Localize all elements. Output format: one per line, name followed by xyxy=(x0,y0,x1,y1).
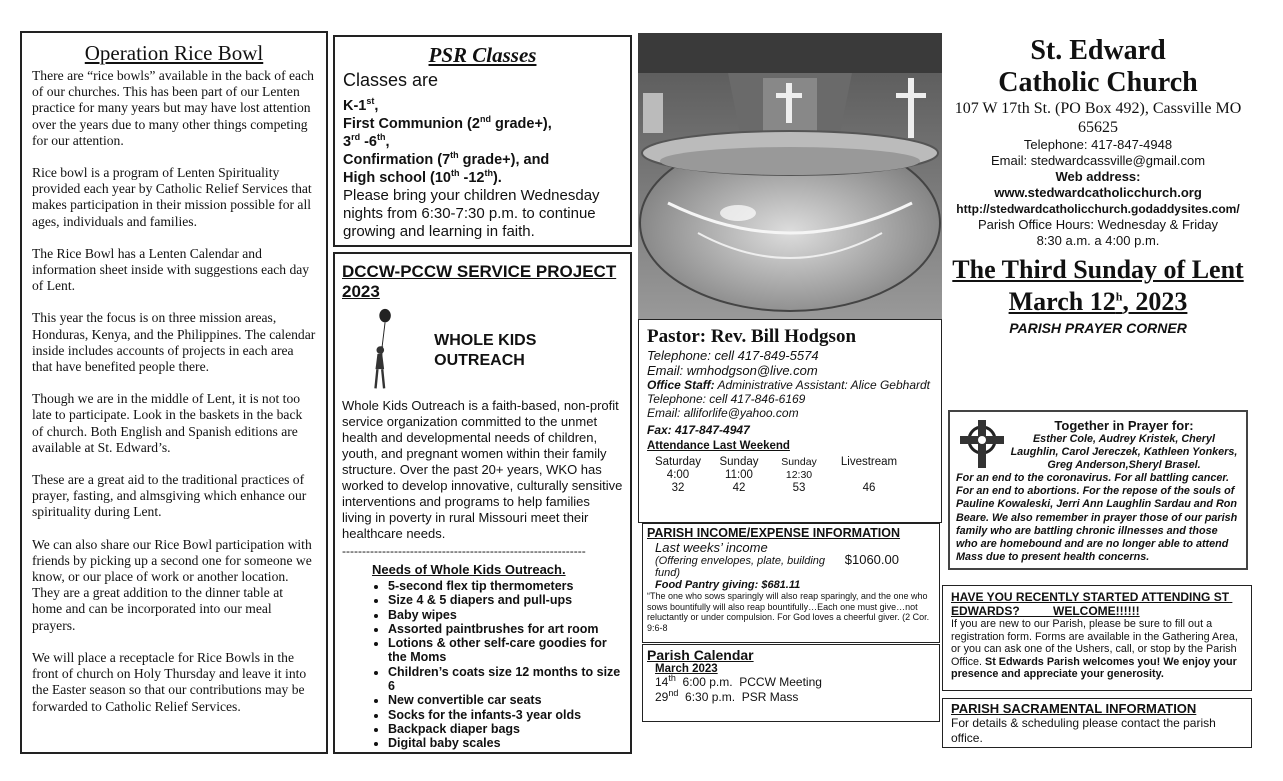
attendance-time xyxy=(829,469,909,482)
scripture-quote: “The one who sows sparingly will also reap sparingly, and the one who sows bountifully will also reap bountifully…Each one must give…not reluctantly or under compulsion. For God loves a cheerful giver. (2 Cor. 9:6-8 xyxy=(647,591,930,633)
church-name-line-2: Catholic Church xyxy=(998,67,1198,98)
list-item: • Size 4 & 5 diapers and pull-ups xyxy=(388,593,623,607)
attendance-count: 42 xyxy=(732,482,746,494)
prayer-corner-title: PARISH PRAYER CORNER xyxy=(1009,320,1187,336)
sacramental-section xyxy=(942,698,1252,748)
prayer-intentions: For an end to the coronavirus. For all battling cancer. For an end to abortions. For the repose of the souls of Pauline Kowaleski, Jerri Ann Laughlin Sardau and Ron Beare. We also remember in prayer those of our parish family who are battling chronic illnesses and those who are homebound and are no longer able to attend Mass due to present health concerns. xyxy=(956,472,1238,564)
income-row xyxy=(647,540,935,579)
sacramental-title: PARISH SACRAMENTAL INFORMATION xyxy=(951,701,1197,716)
psr-lead: Classes are xyxy=(343,70,439,90)
attendance-day: Sunday xyxy=(719,456,759,468)
prayer-section xyxy=(948,410,1248,570)
attendance-time: 11:00 xyxy=(725,469,753,481)
rice-bowl-title: Operation Rice Bowl xyxy=(84,41,264,65)
list-item: • Children’s coats size 12 months to size 6 xyxy=(388,665,623,694)
office-hours: Parish Office Hours: Wednesday & Friday xyxy=(977,217,1219,232)
liturgical-sunday: The Third Sunday of Lent xyxy=(952,255,1244,284)
web-address[interactable]: www.stedwardcatholicchurch.org xyxy=(994,185,1202,200)
attendance-day: Saturday xyxy=(654,456,702,468)
attendance-table xyxy=(647,456,933,495)
church-address: 107 W 17th St. (PO Box 492), Cassville MO 65625 xyxy=(954,100,1242,136)
office-staff: Office Staff: Administrative Assistant: Alice Gebhardt xyxy=(647,378,930,392)
dccw-section xyxy=(333,252,632,754)
prayer-top xyxy=(956,418,1240,472)
office-hours-times: 8:30 a.m. a 4:00 p.m. xyxy=(1036,233,1160,248)
income-section xyxy=(642,523,940,643)
bulletin-date: March 12$^h$, 2023 xyxy=(1008,287,1188,316)
welcome-body: If you are new to our Parish, please be sure to fill out a registration form. Forms are available in the Gathering Area, or you can ask one of the Ushers, call, or stop by the Parish Office. St Edwards Parish welcomes you! We enjoy your presence and appreciate your generosity. xyxy=(951,618,1238,680)
church-interior-photo xyxy=(638,33,942,319)
list-item: • Socks for the infants-3 year olds xyxy=(388,708,623,722)
wko-header xyxy=(342,306,623,396)
dccw-title: DCCW-PCCW SERVICE PROJECT 2023 xyxy=(342,262,617,301)
attendance-title: Attendance Last Weekend xyxy=(647,440,790,452)
divider: ------------------------------------------------------------- xyxy=(342,544,586,558)
church-email-link[interactable]: stedwardcassville@gmail.com xyxy=(1030,153,1206,168)
list-item: • Lotions & other self-care goodies for the Moms xyxy=(388,636,623,665)
prayer-names: Esther Cole, Audrey Kristek, Cheryl Laughlin, Carol Jereczek, Kathleen Yonkers, Greg Anderson,Sheryl Brasel. xyxy=(1010,433,1238,471)
rice-bowl-paragraph: We can also share our Rice Bowl participation with friends by picking up a second one for someone we know, or our place of work or another location. They are a great addition to the dinner table at home and can be incorporated into our meal prayers. xyxy=(32,536,312,633)
psr-class-first-communion: First Communion (2nd grade+), xyxy=(343,114,552,132)
attendance-count: 46 xyxy=(862,482,876,494)
welcome-title: HAVE YOU RECENTLY STARTED ATTENDING ST EDWARDS? WELCOME!!!!!! xyxy=(951,590,1233,618)
psr-class-high-school: High school (10th -12th). xyxy=(343,168,502,186)
attendance-count: 32 xyxy=(671,482,685,494)
web-address-2[interactable]: http://stedwardcatholicchurch.godaddysites.com/ xyxy=(956,202,1240,216)
sacramental-body: For details & scheduling please contact the parish office. xyxy=(951,716,1216,745)
pastor-title: Pastor: Rev. Bill Hodgson xyxy=(647,326,857,347)
psr-note: Please bring your children Wednesday nights from 6:30-7:30 p.m. to continue growing and learning in faith. xyxy=(343,187,600,240)
wko-title: WHOLE KIDS OUTREACH xyxy=(434,332,537,369)
rice-bowl-section xyxy=(20,31,328,754)
calendar-event: 14th 6:00 p.m. PCCW Meeting xyxy=(655,673,822,689)
calendar-event: 29nd 6:30 p.m. PSR Mass xyxy=(655,688,799,704)
church-name: St. Edward xyxy=(1030,35,1166,66)
rice-bowl-paragraph: This year the focus is on three mission areas, Honduras, Kenya, and the Philippines. The calendar inside includes accounts of projects in each area that have benefited people there. xyxy=(32,310,316,375)
celtic-cross-icon xyxy=(956,418,1008,470)
calendar-month: March 2023 xyxy=(655,663,718,675)
psr-title: PSR Classes xyxy=(428,43,537,67)
web-label: Web address: xyxy=(1055,169,1141,184)
attendance-time: 12:30 xyxy=(785,469,813,481)
psr-class-3-6: 3rd -6th, xyxy=(343,132,390,150)
psr-classes-section xyxy=(333,35,632,247)
income-label: Last weeks’ income xyxy=(655,540,768,555)
needs-title: Needs of Whole Kids Outreach. xyxy=(372,562,566,577)
church-header xyxy=(948,35,1248,413)
attendance-day: Livestream xyxy=(840,456,898,468)
rice-bowl-paragraph: We will place a receptacle for Rice Bowls in the front of church on Holy Thursday and leave it into the Easter season so that our contributions may be forwarded to Catholic Relief Services. xyxy=(32,649,307,714)
fax: Fax: 417-847-4947 xyxy=(647,423,750,437)
rice-bowl-paragraph: There are “rice bowls” available in the back of each of our churches. This has been part of our Lenten practice for many years but may have lost attention over the years due to many other things competing for our attention. xyxy=(32,68,314,148)
rice-bowl-paragraph: Rice bowl is a program of Lenten Spirituality provided each year by Catholic Relief Services that makes participation in their mission possible for all ages, individuals and families. xyxy=(32,165,312,229)
staff-email-row: Email: alliforlife@yahoo.com xyxy=(647,406,799,420)
staff-telephone: Telephone: cell 417-846-6169 xyxy=(647,392,806,406)
prayer-title: Together in Prayer for: xyxy=(1054,418,1194,433)
rice-bowl-paragraph: The Rice Bowl has a Lenten Calendar and information sheet inside with suggestions each day of Lent. xyxy=(32,245,310,294)
attendance-day: Sunday xyxy=(781,456,817,468)
wko-description: Whole Kids Outreach is a faith-based, non-profit service organization committed to the unmet health and developmental needs of children, youth, and pregnant women within their family structure. Over the past 20+ years, WKO has worked to develop innovative, culturally sensitive interventions and programs to help families living in poverty in rural Missouri meet their healthcare needs. xyxy=(342,398,623,541)
attendance-time: 4:00 xyxy=(666,469,690,481)
welcome-section xyxy=(942,585,1252,691)
child-with-balloon-icon xyxy=(342,306,428,396)
rice-bowl-paragraph: Though we are in the middle of Lent, it is not too late to participate. Look in the baskets in the back of church. Both English and Spanish editions are available at St. Edward’s. xyxy=(32,391,303,455)
food-pantry: Food Pantry giving: $681.11 xyxy=(655,579,801,591)
calendar-title: Parish Calendar xyxy=(647,647,754,663)
attendance-count: 53 xyxy=(792,482,806,494)
pastor-telephone: Telephone: cell 417-849-5574 xyxy=(647,348,819,363)
psr-class-k1: K-1st, xyxy=(343,96,379,114)
pastor-section xyxy=(638,319,942,523)
psr-class-confirmation: Confirmation (7th grade+), and xyxy=(343,150,550,168)
income-sublabel: (Offering envelopes, plate, building fund) xyxy=(655,555,825,579)
income-title: PARISH INCOME/EXPENSE INFORMATION xyxy=(647,526,901,540)
church-email-row: Email: stedwardcassville@gmail.com xyxy=(990,153,1206,168)
church-telephone: Telephone: 417-847-4948 xyxy=(1023,137,1173,152)
needs-list xyxy=(342,579,623,751)
income-amount: $1060.00 xyxy=(844,552,899,567)
calendar-section xyxy=(642,644,940,722)
list-item: • Backpack diaper bags xyxy=(388,722,623,736)
list-item: • New convertible car seats xyxy=(388,693,623,707)
pastor-email-row: Email: wmhodgson@live.com xyxy=(647,363,818,378)
list-item: • Baby wipes xyxy=(388,608,623,622)
pastor-email-link[interactable]: wmhodgson@live.com xyxy=(686,363,818,378)
staff-email-link[interactable]: alliforlife@yahoo.com xyxy=(683,406,799,420)
list-item: • Digital baby scales xyxy=(388,736,623,750)
rice-bowl-paragraph: These are a great aid to the traditional practices of prayer, fasting, and almsgiving which enhance our spirituality during Lent. xyxy=(32,472,307,520)
list-item: • Assorted paintbrushes for art room xyxy=(388,622,623,636)
list-item: • 5-second flex tip thermometers xyxy=(388,579,623,593)
